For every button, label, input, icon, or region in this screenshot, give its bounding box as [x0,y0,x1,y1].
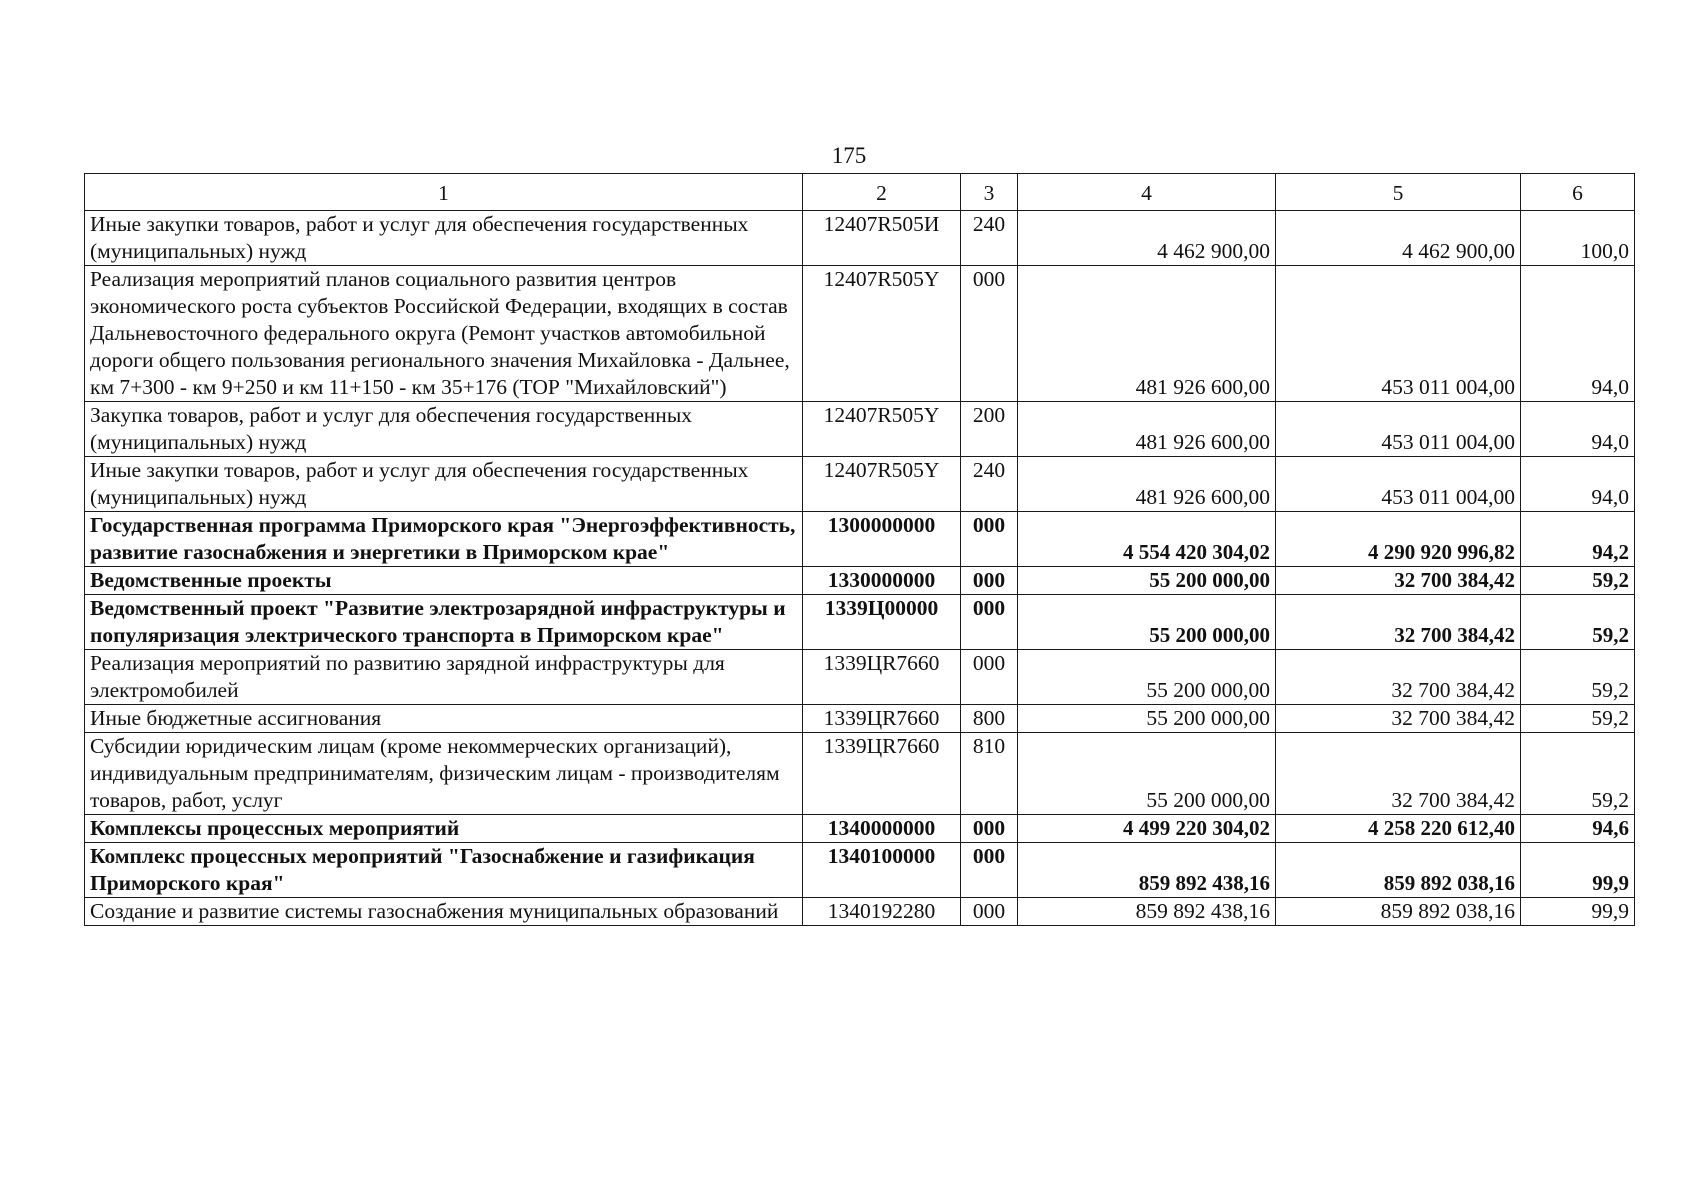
row-actual-amount: 453 011 004,00 [1276,402,1521,457]
column-header: 1 [85,174,803,211]
row-planned-amount: 4 462 900,00 [1018,211,1276,266]
row-actual-amount: 32 700 384,42 [1276,595,1521,650]
row-actual-amount: 859 892 038,16 [1276,843,1521,898]
row-planned-amount: 55 200 000,00 [1018,650,1276,705]
row-expense-type: 000 [961,512,1018,567]
row-target-code: 1330000000 [803,567,961,595]
row-target-code: 1340000000 [803,815,961,843]
budget-table-body [85,174,1635,926]
table-row [85,402,1635,457]
row-description: Реализация мероприятий планов социального развития центров экономического роста субъектов Российской Федерации, входящих в состав Дальневосточного федерального округа (Ремонт участков автомобильной дороги общего пользования регионального значения Михайловка - Дальнее, км 7+300 - км 9+250 и км 11+150 - км 35+176 (ТОР "Михайловский") [85,266,803,402]
row-percent-complete: 59,2 [1521,650,1635,705]
budget-table [84,173,1635,926]
row-description: Ведомственные проекты [85,567,803,595]
column-header: 2 [803,174,961,211]
row-actual-amount: 453 011 004,00 [1276,266,1521,402]
row-description: Ведомственный проект "Развитие электрозарядной инфраструктуры и популяризация электрического транспорта в Приморском крае" [85,595,803,650]
row-description: Создание и развитие системы газоснабжения муниципальных образований [85,898,803,926]
row-expense-type: 000 [961,567,1018,595]
column-header: 6 [1521,174,1635,211]
row-planned-amount: 481 926 600,00 [1018,457,1276,512]
table-row [85,595,1635,650]
row-planned-amount: 859 892 438,16 [1018,898,1276,926]
row-actual-amount: 4 290 920 996,82 [1276,512,1521,567]
row-actual-amount: 32 700 384,42 [1276,705,1521,733]
table-row [85,266,1635,402]
column-header: 3 [961,174,1018,211]
row-planned-amount: 55 200 000,00 [1018,705,1276,733]
row-actual-amount: 4 258 220 612,40 [1276,815,1521,843]
row-description: Реализация мероприятий по развитию зарядной инфраструктуры для электромобилей [85,650,803,705]
row-percent-complete: 59,2 [1521,567,1635,595]
row-target-code: 12407R505Y [803,402,961,457]
column-header: 4 [1018,174,1276,211]
row-target-code: 1340192280 [803,898,961,926]
row-description: Иные закупки товаров, работ и услуг для обеспечения государственных (муниципальных) нужд [85,211,803,266]
table-row [85,815,1635,843]
row-percent-complete: 59,2 [1521,595,1635,650]
row-expense-type: 240 [961,211,1018,266]
table-row [85,457,1635,512]
row-percent-complete: 94,0 [1521,402,1635,457]
table-row [85,512,1635,567]
row-actual-amount: 32 700 384,42 [1276,567,1521,595]
row-expense-type: 810 [961,733,1018,815]
row-description: Комплексы процессных мероприятий [85,815,803,843]
row-expense-type: 000 [961,898,1018,926]
table-row [85,733,1635,815]
row-expense-type: 000 [961,815,1018,843]
row-planned-amount: 55 200 000,00 [1018,567,1276,595]
row-planned-amount: 859 892 438,16 [1018,843,1276,898]
table-row [85,705,1635,733]
row-actual-amount: 32 700 384,42 [1276,650,1521,705]
row-expense-type: 000 [961,595,1018,650]
row-expense-type: 800 [961,705,1018,733]
table-row [85,211,1635,266]
row-planned-amount: 4 499 220 304,02 [1018,815,1276,843]
row-target-code: 1339ЦR7660 [803,650,961,705]
row-target-code: 12407R505Y [803,266,961,402]
row-percent-complete: 59,2 [1521,733,1635,815]
row-description: Иные закупки товаров, работ и услуг для обеспечения государственных (муниципальных) нужд [85,457,803,512]
row-expense-type: 240 [961,457,1018,512]
page-number: 175 [831,143,867,168]
row-expense-type: 000 [961,266,1018,402]
row-planned-amount: 55 200 000,00 [1018,595,1276,650]
row-target-code: 1339ЦR7660 [803,733,961,815]
row-target-code: 1300000000 [803,512,961,567]
row-planned-amount: 4 554 420 304,02 [1018,512,1276,567]
row-percent-complete: 59,2 [1521,705,1635,733]
row-actual-amount: 859 892 038,16 [1276,898,1521,926]
row-planned-amount: 481 926 600,00 [1018,402,1276,457]
row-target-code: 1339Ц00000 [803,595,961,650]
row-percent-complete: 100,0 [1521,211,1635,266]
table-row [85,898,1635,926]
row-percent-complete: 94,0 [1521,266,1635,402]
row-actual-amount: 453 011 004,00 [1276,457,1521,512]
row-percent-complete: 94,6 [1521,815,1635,843]
row-expense-type: 000 [961,650,1018,705]
row-description: Субсидии юридическим лицам (кроме некоммерческих организаций), индивидуальным предпринимателям, физическим лицам - производителям товаров, работ, услуг [85,733,803,815]
row-percent-complete: 99,9 [1521,843,1635,898]
table-row [85,843,1635,898]
row-expense-type: 200 [961,402,1018,457]
column-header: 5 [1276,174,1521,211]
row-description: Иные бюджетные ассигнования [85,705,803,733]
column-number-row [85,174,1635,211]
row-target-code: 1339ЦR7660 [803,705,961,733]
row-description: Государственная программа Приморского края "Энергоэффективность, развитие газоснабжения и энергетики в Приморском крае" [85,512,803,567]
table-row [85,650,1635,705]
row-target-code: 12407R505Y [803,457,961,512]
row-planned-amount: 55 200 000,00 [1018,733,1276,815]
row-expense-type: 000 [961,843,1018,898]
row-description: Закупка товаров, работ и услуг для обеспечения государственных (муниципальных) нужд [85,402,803,457]
row-percent-complete: 99,9 [1521,898,1635,926]
row-description: Комплекс процессных мероприятий "Газоснабжение и газификация Приморского края" [85,843,803,898]
row-actual-amount: 32 700 384,42 [1276,733,1521,815]
table-row [85,567,1635,595]
row-planned-amount: 481 926 600,00 [1018,266,1276,402]
row-percent-complete: 94,0 [1521,457,1635,512]
row-percent-complete: 94,2 [1521,512,1635,567]
row-actual-amount: 4 462 900,00 [1276,211,1521,266]
row-target-code: 1340100000 [803,843,961,898]
row-target-code: 12407R505И [803,211,961,266]
